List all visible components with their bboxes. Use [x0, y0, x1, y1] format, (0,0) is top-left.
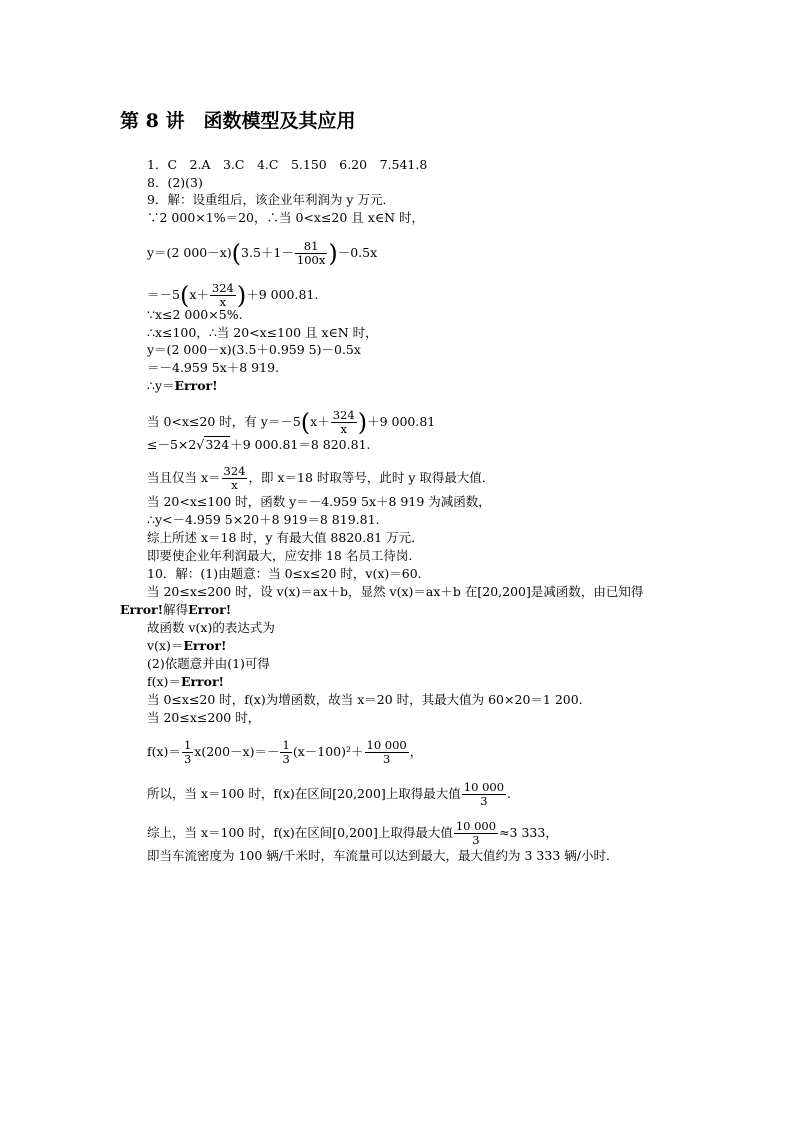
- fraction: [454, 820, 498, 847]
- solution-10-line: 当 20≤x≤200 时，设 v(x)＝ax＋b，显然 v(x)＝ax＋b 在[20,200]是减函数，由已知得: [147, 584, 644, 599]
- denominator: 3: [472, 833, 480, 847]
- solution-9-intro: 9．解：设重组后，该企业年利润为 y 万元．: [147, 192, 395, 207]
- answer-line-1: 1．C 2.A 3.C 4.C 5.150 6.20 7.541.8: [147, 157, 428, 172]
- eq-text: ∴y＝: [147, 378, 175, 393]
- eq-text: ≈3 333，: [499, 825, 558, 840]
- solution-10-intro: 10．解：(1)由题意：当 0≤x≤20 时，v(x)＝60.: [147, 566, 422, 581]
- paren-close: ): [236, 281, 247, 310]
- numerator: 10 000: [455, 819, 497, 833]
- denominator: 3: [382, 752, 391, 766]
- eq-text: x(200－x)＝－: [194, 744, 280, 759]
- error-text: Error!: [174, 378, 218, 393]
- eq-text: .: [507, 786, 512, 801]
- eq-text: ＋9 000.81: [367, 414, 436, 429]
- solution-10-line: 故函数 v(x)的表达式为: [147, 620, 275, 635]
- denominator: 3: [183, 752, 192, 766]
- numerator: 10 000: [366, 738, 407, 752]
- paren-close: ): [328, 239, 338, 268]
- solution-9-line: ∵2 000×1%＝20，∴当 0<x≤20 且 x∈N 时，: [147, 210, 424, 225]
- numerator: 81: [295, 240, 327, 254]
- equation-line: [147, 437, 371, 453]
- numerator: 1: [183, 738, 192, 752]
- solution-9-line: 当 20<x≤100 时，函数 y＝－4.959 5x＋8 919 为减函数，: [147, 494, 491, 509]
- equation-line: [147, 739, 422, 766]
- eq-text: f(x)＝: [147, 674, 181, 689]
- error-text: Error!: [183, 638, 227, 653]
- eq-text: ，: [409, 744, 423, 759]
- fraction: [462, 781, 506, 808]
- solution-9-line: 即要使企业年利润最大，应安排 18 名员工待岗．: [147, 548, 421, 563]
- fraction: [210, 282, 236, 309]
- sqrt-symbol: √: [196, 437, 205, 452]
- answer-line-8: 8．(2)(3): [147, 175, 203, 190]
- fraction: [222, 465, 248, 492]
- eq-text: f(x)＝: [147, 744, 181, 759]
- denominator: 100x: [296, 253, 326, 267]
- conclusion-line: 即当车流密度为 100 辆/千米时，车流量可以达到最大，最大值约为 3 333 辆/小时．: [147, 848, 619, 863]
- solution-10-line: (2)依题意并由(1)可得: [147, 656, 270, 671]
- error-text: Error!: [120, 602, 164, 617]
- eq-text: 当且仅当 x＝: [147, 470, 221, 485]
- page-title: 第 8 讲 函数模型及其应用: [120, 110, 356, 132]
- eq-text: 综上，当 x＝100 时，f(x)在区间[0,200]上取得最大值: [147, 825, 453, 840]
- solution-9-line: ∴y<－4.959 5×20＋8 919＝8 819.81.: [147, 512, 380, 527]
- fraction: [182, 739, 193, 766]
- solution-10-line: 当 0≤x≤20 时，f(x)为增函数，故当 x＝20 时，其最大值为 60×20＝1 200.: [147, 692, 583, 707]
- error-text: Error!: [180, 674, 225, 689]
- solution-10-line: 当 20≤x≤200 时，: [147, 710, 261, 725]
- error-text: Error!: [188, 602, 232, 617]
- eq-text: x＋: [189, 287, 209, 302]
- denominator: x: [231, 478, 238, 492]
- solution-10-line: [147, 638, 226, 654]
- denominator: 3: [480, 794, 488, 808]
- eq-text: (x－100)²＋: [292, 744, 364, 759]
- solution-9-line: ＝－4.959 5x＋8 919.: [147, 360, 280, 375]
- eq-text: ＋9 000.81＝8 820.81.: [230, 437, 371, 452]
- denominator: x: [219, 295, 227, 309]
- numerator: 324: [211, 281, 234, 295]
- eq-text: ＋9 000.81.: [246, 287, 319, 302]
- eq-text: ＝－5: [147, 287, 180, 302]
- eq-text: 所以，当 x＝100 时，f(x)在区间[20,200]上取得最大值: [147, 786, 461, 801]
- solution-9-line: y＝(2 000－x)(3.5＋0.959 5)－0.5x: [147, 342, 361, 357]
- equation-line: [147, 282, 318, 309]
- numerator: 324: [223, 464, 246, 478]
- numerator: 10 000: [463, 780, 505, 794]
- solution-10-line: [120, 602, 231, 618]
- fraction: [295, 240, 327, 267]
- eq-text: －0.5x: [337, 245, 378, 260]
- solution-9-line: [147, 378, 218, 394]
- paren-open: (: [300, 408, 311, 437]
- eq-text: 当 0<x≤20 时，有 y＝－5: [147, 414, 301, 429]
- fraction: [365, 739, 409, 766]
- equation-line: [147, 465, 494, 492]
- solution-9-line: ∴x≤100，∴当 20<x≤100 且 x∈N 时，: [147, 325, 378, 340]
- paren-open: (: [231, 239, 242, 268]
- eq-text: ，即 x＝18 时取等号，此时 y 取得最大值．: [248, 470, 495, 485]
- eq-text: ≤－5×2: [147, 437, 197, 452]
- equation-line: [147, 820, 558, 847]
- solution-10-line: [147, 674, 224, 690]
- eq-text: 解得: [163, 602, 189, 617]
- eq-text: x＋: [310, 414, 330, 429]
- denominator: x: [340, 422, 347, 436]
- equation-line: [147, 781, 511, 808]
- eq-text: 3.5＋1－: [241, 245, 294, 260]
- solution-9-line: 综上所述 x＝18 时，y 有最大值 8820.81 万元．: [147, 530, 424, 545]
- equation-line: [147, 240, 377, 267]
- solution-9-line: ∵x≤2 000×5%.: [147, 307, 243, 322]
- denominator: 3: [282, 752, 290, 766]
- numerator: 324: [332, 408, 355, 422]
- sqrt-content: 324: [205, 437, 230, 452]
- numerator: 1: [282, 738, 290, 752]
- fraction: [280, 739, 291, 766]
- eq-text: v(x)＝: [147, 638, 184, 653]
- equation-line: [147, 409, 435, 436]
- fraction: [331, 409, 357, 436]
- paren-open: (: [179, 281, 190, 310]
- paren-close: ): [357, 408, 368, 437]
- eq-text: y＝(2 000－x): [147, 245, 232, 260]
